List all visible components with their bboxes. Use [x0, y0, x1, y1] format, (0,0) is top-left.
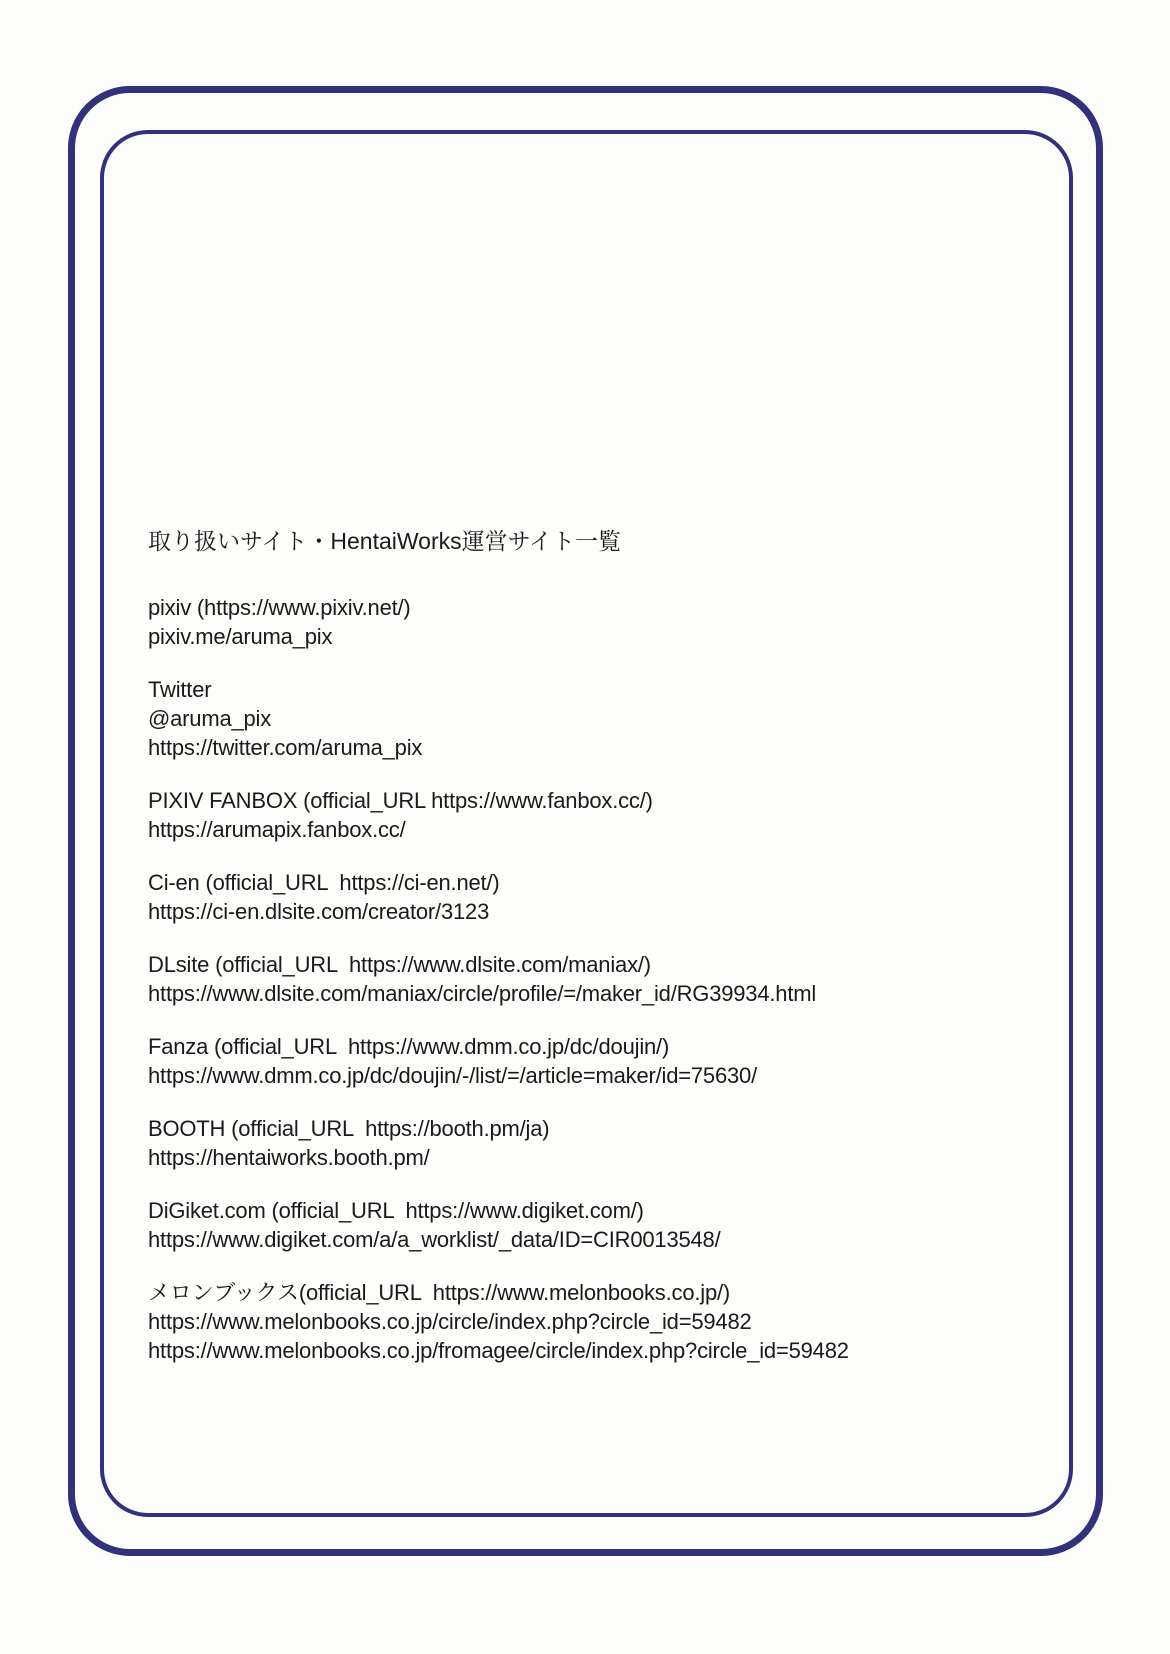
site-group-melonbooks — [148, 1278, 1028, 1365]
site-label: PIXIV FANBOX (official_URL https://www.fanbox.cc/) — [148, 788, 653, 813]
site-url: https://hentaiworks.booth.pm/ — [148, 1145, 430, 1170]
site-url: https://ci-en.dlsite.com/creator/3123 — [148, 899, 490, 924]
site-group-fanza — [148, 1032, 1028, 1090]
site-url: pixiv.me/aruma_pix — [148, 624, 333, 649]
site-url: @aruma_pix — [148, 706, 272, 731]
site-group-pixiv-fanbox — [148, 786, 1028, 844]
site-label: BOOTH (official_URL https://booth.pm/ja) — [148, 1116, 550, 1141]
site-url: https://www.dmm.co.jp/dc/doujin/-/list/=/article=maker/id=75630/ — [148, 1063, 757, 1088]
site-group-digiket — [148, 1196, 1028, 1254]
site-url: https://www.melonbooks.co.jp/fromagee/circle/index.php?circle_id=59482 — [148, 1338, 849, 1363]
site-url: https://www.melonbooks.co.jp/circle/index.php?circle_id=59482 — [148, 1309, 752, 1334]
site-label: pixiv (https://www.pixiv.net/) — [148, 595, 411, 620]
site-label: DLsite (official_URL https://www.dlsite.com/maniax/) — [148, 952, 651, 977]
page-title: 取り扱いサイト・HentaiWorks運営サイト一覧 — [148, 528, 622, 554]
site-group-booth — [148, 1114, 1028, 1172]
sites-page-content — [148, 527, 1028, 1389]
site-url: https://www.dlsite.com/maniax/circle/profile/=/maker_id/RG39934.html — [148, 981, 817, 1006]
site-url: https://twitter.com/aruma_pix — [148, 735, 423, 760]
site-group-pixiv — [148, 593, 1028, 651]
site-group-ci-en — [148, 868, 1028, 926]
site-group-dlsite — [148, 950, 1028, 1008]
site-label: Ci-en (official_URL https://ci-en.net/) — [148, 870, 500, 895]
site-url: https://www.digiket.com/a/a_worklist/_data/ID=CIR0013548/ — [148, 1227, 721, 1252]
site-label: メロンブックス(official_URL https://www.melonbooks.co.jp/) — [148, 1280, 731, 1305]
site-label: DiGiket.com (official_URL https://www.digiket.com/) — [148, 1198, 644, 1223]
site-label: Fanza (official_URL https://www.dmm.co.jp/dc/doujin/) — [148, 1034, 670, 1059]
site-group-twitter — [148, 675, 1028, 762]
site-list — [148, 593, 1028, 1365]
site-url: https://arumapix.fanbox.cc/ — [148, 817, 406, 842]
site-label: Twitter — [148, 677, 212, 702]
